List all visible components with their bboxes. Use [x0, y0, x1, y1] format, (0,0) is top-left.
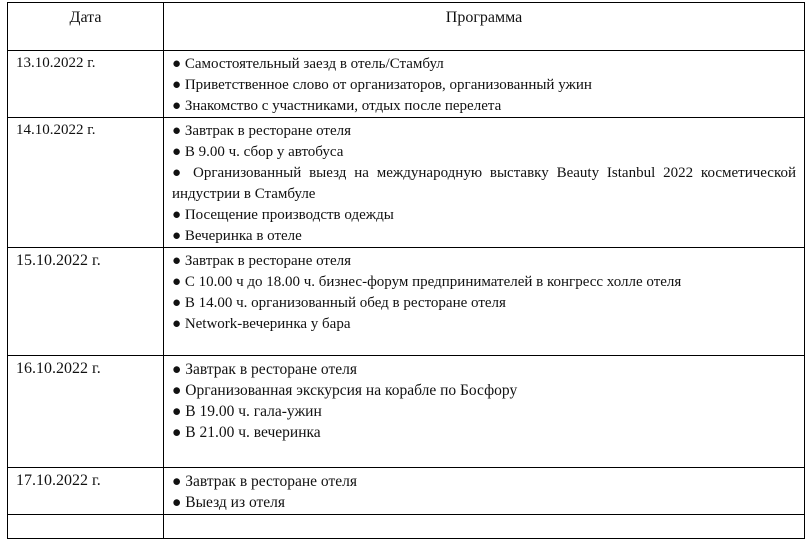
program-cell: [164, 468, 805, 515]
bullet-icon: ●: [172, 295, 182, 311]
empty-row: [8, 515, 805, 539]
bullet-icon: ●: [172, 424, 182, 441]
bullet-icon: ●: [172, 253, 182, 269]
bullet-icon: ●: [172, 56, 182, 72]
program-cell: [164, 248, 805, 356]
program-item: ● Посещение производств одежды: [172, 207, 394, 223]
bullet-icon: ●: [172, 473, 182, 490]
table-row: [8, 51, 805, 118]
program-item: ● В 19.00 ч. гала-ужин: [172, 403, 322, 420]
bullet-icon: ●: [172, 123, 182, 139]
program-item: ● Организованная экскурсия на корабле по Босфору: [172, 382, 518, 399]
program-item: ● Завтрак в ресторане отеля: [172, 123, 351, 139]
date-cell: 15.10.2022 г.: [8, 248, 164, 356]
program-item: ● Network-вечеринка у бара: [172, 316, 351, 332]
program-item: ● В 21.00 ч. вечеринка: [172, 424, 321, 441]
program-item: ● В 9.00 ч. сбор у автобуса: [172, 144, 344, 160]
header-row: [8, 3, 805, 51]
empty-cell: [164, 515, 805, 539]
date-cell: 14.10.2022 г.: [8, 118, 164, 248]
bullet-icon: ●: [172, 207, 182, 223]
bullet-icon: ●: [172, 494, 182, 511]
bullet-icon: ●: [172, 165, 186, 181]
bullet-icon: ●: [172, 274, 182, 290]
program-item: ● Самостоятельный заезд в отель/Стамбул: [172, 56, 444, 72]
program-cell: [164, 356, 805, 468]
bullet-icon: ●: [172, 144, 182, 160]
header-program: Программа: [164, 3, 805, 51]
program-item: ● С 10.00 ч до 18.00 ч. бизнес-форум предпринимателей в конгресс холле отеля: [172, 274, 682, 290]
program-item: ● Завтрак в ресторане отеля: [172, 361, 357, 378]
table-row: [8, 356, 805, 468]
program-table: [7, 2, 805, 539]
program-item: ● В 14.00 ч. организованный обед в ресторане отеля: [172, 295, 506, 311]
table-row: [8, 248, 805, 356]
table-row: [8, 118, 805, 248]
program-item: ● Знакомство с участниками, отдых после перелета: [172, 98, 502, 114]
program-item: ● Вечеринка в отеле: [172, 228, 302, 244]
date-cell: 13.10.2022 г.: [8, 51, 164, 118]
header-date: Дата: [8, 3, 164, 51]
bullet-icon: ●: [172, 361, 182, 378]
program-item: ● Завтрак в ресторане отеля: [172, 253, 351, 269]
date-cell: 16.10.2022 г.: [8, 356, 164, 468]
date-cell: 17.10.2022 г.: [8, 468, 164, 515]
bullet-icon: ●: [172, 382, 182, 399]
table-row: [8, 468, 805, 515]
program-item: ● Приветственное слово от организаторов, организованный ужин: [172, 77, 592, 93]
bullet-icon: ●: [172, 316, 182, 332]
empty-cell: [8, 515, 164, 539]
bullet-icon: ●: [172, 228, 182, 244]
program-item: ● Организованный выезд на международную выставку Beauty Istanbul 2022 косметической индустрии в Стамбуле: [172, 165, 797, 202]
program-item: ● Выезд из отеля: [172, 494, 286, 511]
bullet-icon: ●: [172, 403, 182, 420]
program-cell: [164, 118, 805, 248]
bullet-icon: ●: [172, 98, 182, 114]
program-item: ● Завтрак в ресторане отеля: [172, 473, 357, 490]
program-cell: [164, 51, 805, 118]
bullet-icon: ●: [172, 77, 182, 93]
